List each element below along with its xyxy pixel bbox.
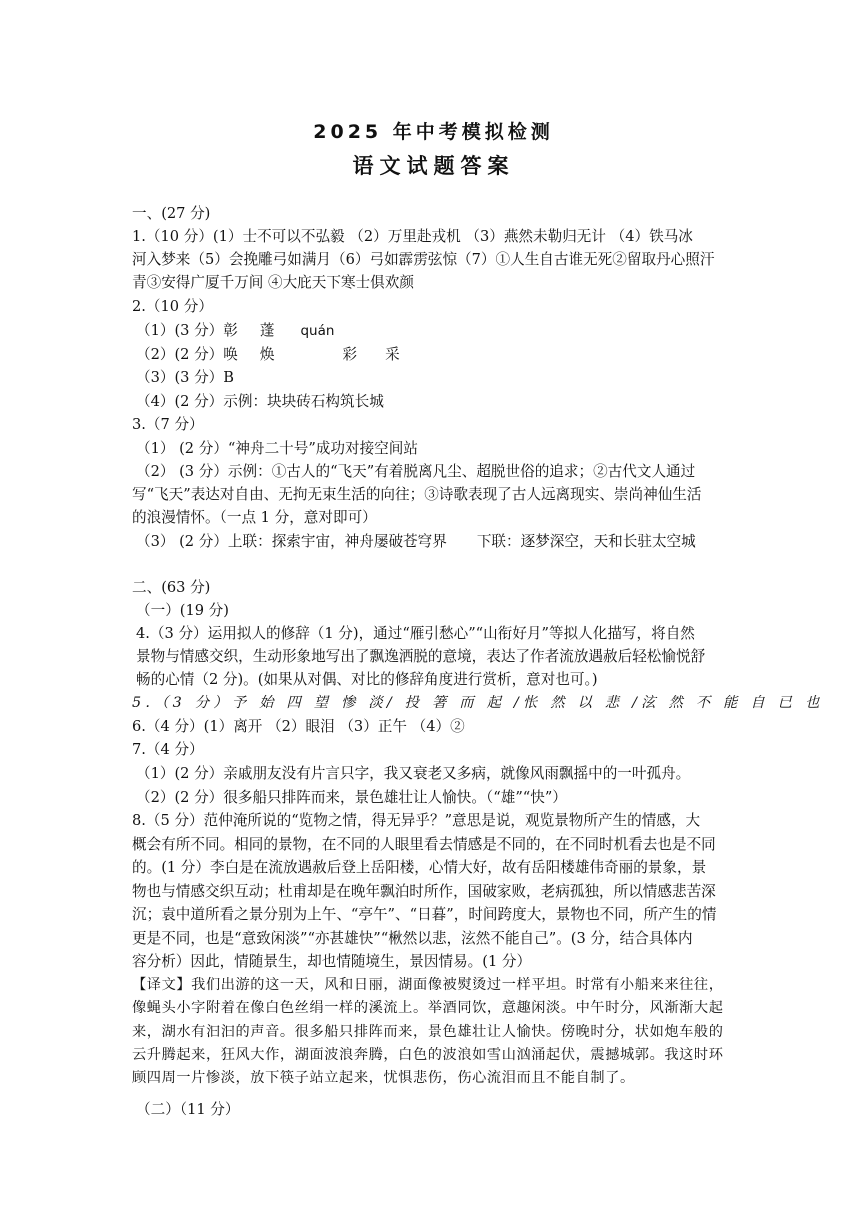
subsection-1-heading: （一）(19 分) [136,602,229,619]
q8-line-2: 概会有所不同。相同的景物，在不同的人眼里看去情感是不同的，在不同时机看去也是不同 [132,836,716,853]
q8-line-4: 物也与情感交织互动；杜甫却是在晚年飘泊时所作，国破家败，老病孤独，所以情感悲苦深 [132,883,716,900]
subsection-2-heading: （二）（11 分） [136,1101,240,1118]
q2-a1-part-1: （1）(3 分）彰 [136,322,238,339]
q2-a2-part-3: 彩 [342,346,358,363]
q3-answer-2-line-3: 的浪漫情怀。（一点 1 分，意对即可） [132,509,377,526]
q2-a1-part-2: 蓬 [259,322,275,339]
q2-a2-part-4: 采 [385,346,400,363]
q2-a1-part-3: quán [300,323,335,339]
q3-answer-2-line-2: 写“飞天”表达对自由、无拘无束生活的向往；③诗歌表现了古人远离现实、崇尚神仙生活 [132,486,702,503]
q3-heading: 3.（7 分） [132,416,204,433]
doc-title: 2025 年中考模拟检测 [313,121,554,143]
translation-line-3: 来，湖水有汩汩的声音。很多船只排阵而来，景色雄壮让人愉快。傍晚时分，状如炮车般的 [132,1024,724,1040]
q8-line-3: 的。(1 分）李白是在流放遇赦后登上岳阳楼，心情大好，故有岳阳楼雄伟奇丽的景象，景 [132,859,707,876]
q3-answer-1: （1） (2 分）“神舟二十号”成功对接空间站 [136,440,418,457]
translation-line-2: 像蝇头小字附着在像白色丝绢一样的溪流上。举酒同饮，意趣闲淡。中午时分，风渐渐大起 [132,1000,724,1016]
q2-answer-1 [136,319,334,342]
translation-line-1: 【译文】我们出游的这一天，风和日丽，湖面像被熨烫过一样平坦。时常有小船来来往往， [132,977,724,993]
q1-line-3: 青③安得广厦千万间 ④大庇天下寒士俱欢颜 [132,274,414,291]
q2-answer-4: （4）(2 分）示例：块块砖石构筑长城 [136,393,384,410]
section-1-heading: 一、(27 分) [132,205,211,222]
q4-line-2: 景物与情感交织，生动形象地写出了飘逸洒脱的意境，表达了作者流放遇赦后轻松愉悦舒 [136,648,706,665]
q4-line-1: 4.（3 分）运用拟人的修辞（1 分)，通过“雁引愁心”“山衔好月”等拟人化描写，将自然 [136,625,695,642]
section-2-heading: 二、(63 分) [132,579,211,596]
q8-line-6: 更是不同，也是“意致闲淡”“亦甚雄快”“楸然以悲，泫然不能自己”。(3 分，结合具体内 [132,930,693,947]
q2-answer-2 [136,343,400,366]
q3-a3-upper: （3） (2 分）上联：探索宇宙，神舟屡破苍穹界 [136,533,447,550]
q3-a3-lower: 下联：逐梦深空，天和长驻太空城 [476,533,696,550]
q2-heading: 2.（10 分） [132,298,213,315]
q8-line-1: 8.（5 分）范仲淹所说的“览物之情，得无异乎？”意思是说，观览景物所产生的情感，大 [132,812,701,829]
q8-line-7: 容分析）因此，情随景生，却也情随境生，景因情易。(1 分） [132,953,532,970]
q1-line-2: 河入梦来（5）会挽雕弓如满月（6）弓如霹雳弦惊（7）①人生自古谁无死②留取丹心照汗 [132,251,715,268]
doc-subtitle: 语文试题答案 [352,154,515,178]
q7-heading: 7.（4 分） [132,741,204,758]
q7-answer-1: （1）(2 分）亲戚朋友没有片言只字，我又衰老又多病，就像风雨飘摇中的一叶孤舟。 [136,765,691,782]
q2-answer-3: （3）(3 分）B [136,369,235,386]
q8-line-5: 沉；袁中道所看之景分别为上午、“亭午”、“日暮”，时间跨度大，景物也不同，所产生的情 [132,906,717,923]
q4-line-3: 畅的心情（2 分)。(如果从对偶、对比的修辞角度进行赏析，意对也可。) [136,671,598,688]
q2-a2-part-2: 焕 [259,346,275,363]
q6-answer: 6.（4 分）(1）离开 （2）眼泪 （3）正午 （4）② [132,718,465,735]
q2-a2-part-1: （2）(2 分）唤 [136,346,238,363]
translation-line-5: 顾四周一片惨淡，放下筷子站立起来，忧惧悲伤，伤心流泪而且不能自制了。 [132,1070,635,1086]
translation-line-4: 云升腾起来，狂风大作，湖面波浪奔腾，白色的波浪如雪山汹涌起伏，震撼城郭。我这时环 [132,1047,724,1063]
q3-answer-2-line-1: （2） (3 分）示例：①古人的“飞天”有着脱离凡尘、超脱世俗的追求；②古代文人通过 [136,463,696,480]
q7-answer-2: （2）(2 分）很多船只排阵而来，景色雄壮让人愉快。（“雄”“快”） [136,789,567,806]
q5-answer: 5.（3 分）予 始 四 望 惨 淡/ 投 箸 而 起 /怅 然 以 悲 /泫 然 不 能 自 已 也 [132,695,824,711]
q1-line-1: 1.（10 分）(1）士不可以不弘毅 （2）万里赴戎机 （3）燕然未勒归无计 （4）铁马冰 [132,228,693,245]
q3-answer-3 [136,530,696,553]
